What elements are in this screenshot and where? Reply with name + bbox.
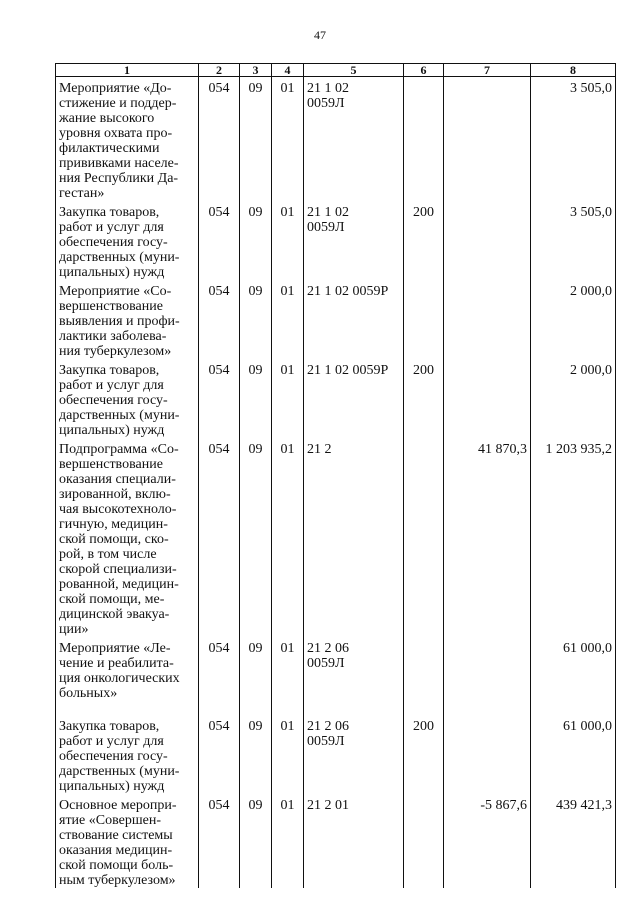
- csr-cell: [304, 201, 404, 280]
- cell-value: 3 505,0: [570, 205, 612, 220]
- cell-value: 09: [248, 719, 263, 734]
- item-name-line: ния Республики Да-: [59, 171, 179, 186]
- item-name-line: скорой специализи-: [59, 562, 177, 577]
- item-name-line: дицинской эвакуа-: [59, 607, 170, 622]
- csr-cell: [304, 280, 404, 359]
- csr-line: 21 1 02 0059Р: [307, 284, 389, 299]
- header-cell: 8: [531, 64, 616, 77]
- item-name-line: Основное меропри-: [59, 798, 177, 813]
- cell-value: 054: [208, 363, 230, 378]
- header-cell: 3: [240, 64, 272, 77]
- csr-line: 0059Л: [307, 96, 345, 111]
- table-row: [56, 201, 616, 280]
- amount-change-cell: [444, 359, 531, 438]
- item-name-cell: [56, 715, 199, 794]
- item-name-line: уровня охвата про-: [59, 126, 173, 141]
- cell-value: 09: [248, 641, 263, 656]
- item-name-line: оказания специали-: [59, 472, 176, 487]
- vr-cell: [404, 715, 444, 794]
- item-name-line: вершенствование: [59, 457, 163, 472]
- cell-value: 01: [280, 205, 295, 220]
- cell-value: 054: [208, 798, 230, 813]
- amount-total-cell: [531, 280, 616, 359]
- cell-value: 3 505,0: [570, 81, 612, 96]
- item-name-line: вершенствование: [59, 299, 163, 314]
- item-name-line: работ и услуг для: [59, 378, 164, 393]
- item-name-line: ципальных) нужд: [59, 423, 165, 438]
- item-name-line: ципальных) нужд: [59, 779, 165, 794]
- cell-value: 01: [280, 284, 295, 299]
- csr-cell: [304, 77, 404, 202]
- rz-cell: [240, 715, 272, 794]
- vr-cell: [404, 794, 444, 888]
- item-name-cell: [56, 201, 199, 280]
- item-name-line: дарственных (муни-: [59, 250, 180, 265]
- header-cell: 6: [404, 64, 444, 77]
- grbs-cell: [199, 201, 240, 280]
- header-cell: 7: [444, 64, 531, 77]
- rz-cell: [240, 637, 272, 715]
- item-name-line: ния туберкулезом»: [59, 344, 172, 359]
- cell-value: 09: [248, 363, 263, 378]
- grbs-cell: [199, 438, 240, 637]
- item-name-line: ятие «Совершен-: [59, 813, 161, 828]
- pr-cell: [272, 201, 304, 280]
- item-name-line: ской помощи, ме-: [59, 592, 165, 607]
- cell-value: 1 203 935,2: [545, 442, 612, 457]
- amount-change-cell: [444, 201, 531, 280]
- item-name-line: рой, в том числе: [59, 547, 157, 562]
- amount-total-cell: [531, 794, 616, 888]
- item-name-cell: [56, 280, 199, 359]
- cell-value: 09: [248, 205, 263, 220]
- table-row: [56, 637, 616, 715]
- grbs-cell: [199, 77, 240, 202]
- vr-cell: [404, 359, 444, 438]
- rz-cell: [240, 359, 272, 438]
- csr-cell: [304, 438, 404, 637]
- cell-value: 01: [280, 442, 295, 457]
- item-name-line: Мероприятие «Ле-: [59, 641, 171, 656]
- amount-change-cell: [444, 77, 531, 202]
- vr-cell: [404, 438, 444, 637]
- grbs-cell: [199, 280, 240, 359]
- pr-cell: [272, 637, 304, 715]
- table-row: [56, 438, 616, 637]
- pr-cell: [272, 715, 304, 794]
- cell-value: 01: [280, 81, 295, 96]
- cell-value: -5 867,6: [480, 798, 527, 813]
- rz-cell: [240, 201, 272, 280]
- header-cell: 1: [56, 64, 199, 77]
- item-name-cell: [56, 794, 199, 888]
- csr-line: 21 2 06: [307, 719, 349, 734]
- item-name-line: прививками населе-: [59, 156, 179, 171]
- amount-total-cell: [531, 715, 616, 794]
- csr-line: 0059Л: [307, 734, 345, 749]
- pr-cell: [272, 280, 304, 359]
- cell-value: 200: [413, 719, 434, 734]
- csr-line: 21 1 02: [307, 205, 349, 220]
- cell-value: 054: [208, 641, 230, 656]
- csr-line: 21 2: [307, 442, 332, 457]
- page-number: 47: [314, 28, 326, 42]
- item-name-line: больных»: [59, 686, 118, 701]
- item-name-line: оказания медицин-: [59, 843, 173, 858]
- item-name-line: гичную, медицин-: [59, 517, 168, 532]
- cell-value: 054: [208, 81, 230, 96]
- cell-value: 054: [208, 284, 230, 299]
- vr-cell: [404, 77, 444, 202]
- item-name-line: ципальных) нужд: [59, 265, 165, 280]
- pr-cell: [272, 794, 304, 888]
- table-body: [56, 77, 616, 889]
- pr-cell: [272, 359, 304, 438]
- grbs-cell: [199, 794, 240, 888]
- pr-cell: [272, 77, 304, 202]
- csr-cell: [304, 637, 404, 715]
- cell-value: 61 000,0: [563, 719, 612, 734]
- item-name-line: Мероприятие «Со-: [59, 284, 172, 299]
- table-row: [56, 715, 616, 794]
- cell-value: 054: [208, 442, 230, 457]
- item-name-line: стижение и поддер-: [59, 96, 177, 111]
- amount-change-cell: [444, 637, 531, 715]
- amount-total-cell: [531, 438, 616, 637]
- item-name-line: выявления и профи-: [59, 314, 180, 329]
- cell-value: 09: [248, 442, 263, 457]
- amount-total-cell: [531, 201, 616, 280]
- item-name-line: Закупка товаров,: [59, 719, 160, 734]
- item-name-line: Закупка товаров,: [59, 363, 160, 378]
- item-name-line: ствование системы: [59, 828, 173, 843]
- amount-change-cell: [444, 715, 531, 794]
- csr-cell: [304, 715, 404, 794]
- cell-value: 09: [248, 798, 263, 813]
- item-name-line: жание высокого: [59, 111, 155, 126]
- item-name-cell: [56, 637, 199, 715]
- grbs-cell: [199, 715, 240, 794]
- item-name-line: ным туберкулезом»: [59, 873, 176, 888]
- vr-cell: [404, 201, 444, 280]
- csr-cell: [304, 794, 404, 888]
- item-name-cell: [56, 438, 199, 637]
- csr-line: 0059Л: [307, 220, 345, 235]
- header-cell: 4: [272, 64, 304, 77]
- cell-value: 01: [280, 798, 295, 813]
- cell-value: 01: [280, 641, 295, 656]
- cell-value: 09: [248, 284, 263, 299]
- cell-value: 2 000,0: [570, 284, 612, 299]
- amount-change-cell: [444, 794, 531, 888]
- table-row: [56, 359, 616, 438]
- item-name-line: ской помощи боль-: [59, 858, 174, 873]
- item-name-line: зированной, вклю-: [59, 487, 171, 502]
- table-row: [56, 794, 616, 888]
- csr-line: 0059Л: [307, 656, 345, 671]
- table-row: [56, 280, 616, 359]
- item-name-line: лактики заболева-: [59, 329, 167, 344]
- item-name-line: ция онкологических: [59, 671, 180, 686]
- item-name-line: чение и реабилита-: [59, 656, 174, 671]
- budget-table: [55, 63, 616, 888]
- csr-line: 21 1 02: [307, 81, 349, 96]
- cell-value: 2 000,0: [570, 363, 612, 378]
- item-name-line: филактическими: [59, 141, 160, 156]
- item-name-line: ской помощи, ско-: [59, 532, 169, 547]
- grbs-cell: [199, 359, 240, 438]
- cell-value: 054: [208, 205, 230, 220]
- item-name-line: гестан»: [59, 186, 105, 201]
- rz-cell: [240, 77, 272, 202]
- cell-value: 61 000,0: [563, 641, 612, 656]
- item-name-line: обеспечения госу-: [59, 749, 168, 764]
- vr-cell: [404, 637, 444, 715]
- cell-value: 41 870,3: [478, 442, 527, 457]
- item-name-line: Подпрограмма «Со-: [59, 442, 179, 457]
- cell-value: 200: [413, 205, 434, 220]
- vr-cell: [404, 280, 444, 359]
- item-name-line: работ и услуг для: [59, 220, 164, 235]
- csr-cell: [304, 359, 404, 438]
- grbs-cell: [199, 637, 240, 715]
- csr-line: 21 2 06: [307, 641, 349, 656]
- csr-line: 21 1 02 0059Р: [307, 363, 389, 378]
- amount-change-cell: [444, 280, 531, 359]
- item-name-line: рованной, медицин-: [59, 577, 179, 592]
- amount-total-cell: [531, 637, 616, 715]
- item-name-line: обеспечения госу-: [59, 393, 168, 408]
- header-cell: 5: [304, 64, 404, 77]
- table-header-row: [56, 64, 616, 77]
- rz-cell: [240, 280, 272, 359]
- header-cell: 2: [199, 64, 240, 77]
- item-name-cell: [56, 359, 199, 438]
- rz-cell: [240, 794, 272, 888]
- item-name-line: дарственных (муни-: [59, 764, 180, 779]
- cell-value: 01: [280, 719, 295, 734]
- cell-value: 200: [413, 363, 434, 378]
- amount-total-cell: [531, 359, 616, 438]
- pr-cell: [272, 438, 304, 637]
- table-row: [56, 77, 616, 202]
- item-name-line: чая высокотехноло-: [59, 502, 177, 517]
- item-name-line: ции»: [59, 622, 89, 637]
- csr-line: 21 2 01: [307, 798, 349, 813]
- cell-value: 09: [248, 81, 263, 96]
- item-name-cell: [56, 77, 199, 202]
- item-name-line: Мероприятие «До-: [59, 81, 172, 96]
- amount-total-cell: [531, 77, 616, 202]
- item-name-line: Закупка товаров,: [59, 205, 160, 220]
- cell-value: 054: [208, 719, 230, 734]
- item-name-line: обеспечения госу-: [59, 235, 168, 250]
- rz-cell: [240, 438, 272, 637]
- amount-change-cell: [444, 438, 531, 637]
- item-name-line: дарственных (муни-: [59, 408, 180, 423]
- cell-value: 439 421,3: [556, 798, 612, 813]
- cell-value: 01: [280, 363, 295, 378]
- item-name-line: работ и услуг для: [59, 734, 164, 749]
